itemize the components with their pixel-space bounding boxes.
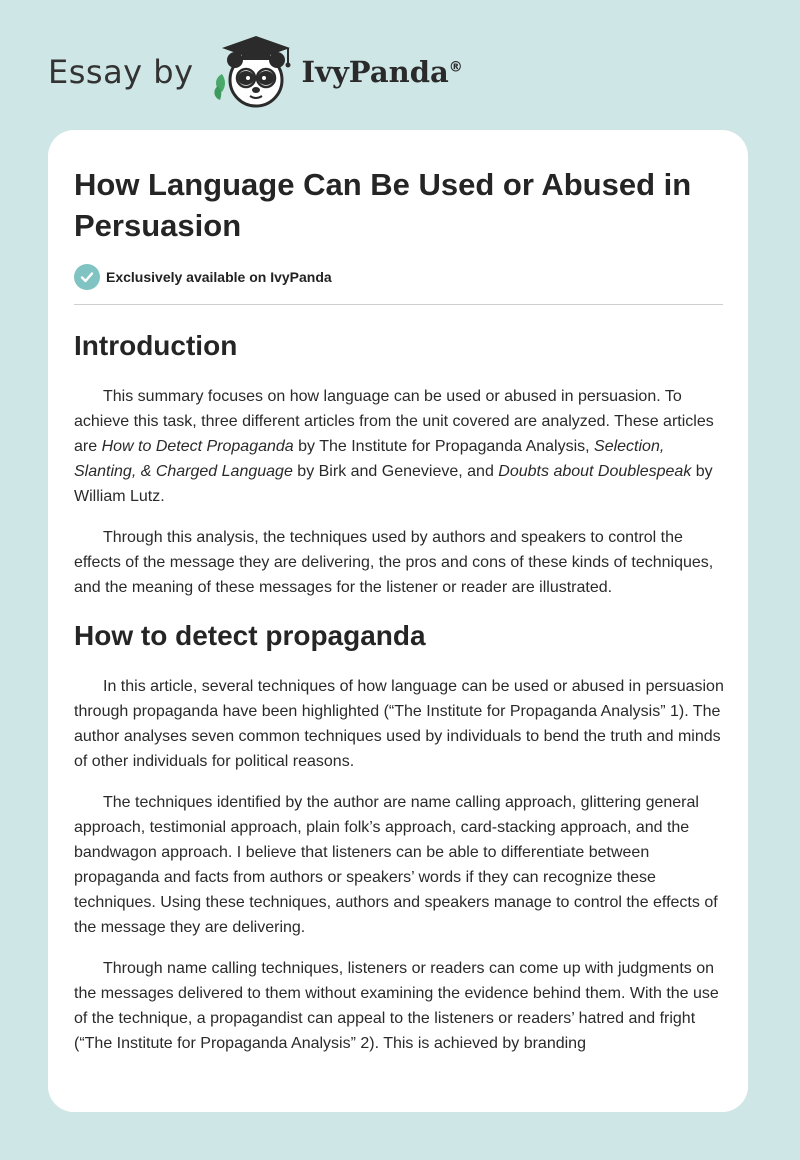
card-bottom-edge (48, 1084, 748, 1112)
article-reference-title: Doubts about Doublespeak (498, 463, 692, 480)
paragraph: Through this analysis, the techniques used by authors and speakers to control the effects of the message they are delivering, the pros and cons of these kinds of techniques, and the meaning of these messages for the listener or reader are illustrated. (74, 529, 714, 596)
brand-name: IvyPanda® (301, 55, 463, 89)
article-title: How Language Can Be Used or Abused in Persuasion (74, 167, 692, 243)
registered-mark: ® (448, 59, 463, 76)
brand-prefix: Essay by (48, 53, 194, 91)
article-reference-title: Selection, Slanting, & Charged Language (74, 438, 665, 480)
exclusive-badge (74, 264, 722, 290)
paragraph: Through name calling techniques, listeners or readers can come up with judgments on the messages delivered to them without examining the evidence behind them. With the use of the technique, a propagandist can appeal to the listeners or readers’ hatred and fright (“The Institute for Propaganda Analysis” 2). This is achieved by branding (74, 960, 719, 1052)
section-heading-introduction: Introduction (74, 330, 238, 361)
section-heading-propaganda: How to detect propaganda (74, 620, 426, 651)
exclusive-badge-label: Exclusively available on IvyPanda (106, 269, 332, 285)
panda-logo-icon (208, 34, 300, 110)
title-divider (74, 304, 723, 305)
paragraph: The techniques identified by the author are name calling approach, glittering general approach, testimonial approach, plain folk’s approach, card-stacking approach, and the bandwagon approach. I believe that listeners can be able to differentiate between propaganda and facts from authors or speakers’ words if they can recognize these techniques. Using these techniques, authors and speakers manage to control the effects of the message they are delivering. (74, 794, 718, 936)
article-card (48, 130, 748, 1112)
brand-header[interactable] (48, 34, 463, 110)
paragraph: This summary focuses on how language can be used or abused in persuasion. To achieve this task, three different articles from the unit covered are analyzed. These articles are How to Detect Propaganda by The Institute for Propaganda Analysis, Selection, Slanting, & Charged Language by Birk and Genevieve, and Doubts about Doublespeak by William Lutz. (74, 388, 714, 505)
check-circle-icon (74, 264, 100, 290)
paragraph: In this article, several techniques of how language can be used or abused in persuasion through propaganda have been highlighted (“The Institute for Propaganda Analysis” 1). The author analyses seven common techniques used by individuals to bend the truth and minds of other individuals for political reasons. (74, 678, 724, 770)
article-reference-title: How to Detect Propaganda (101, 438, 294, 455)
